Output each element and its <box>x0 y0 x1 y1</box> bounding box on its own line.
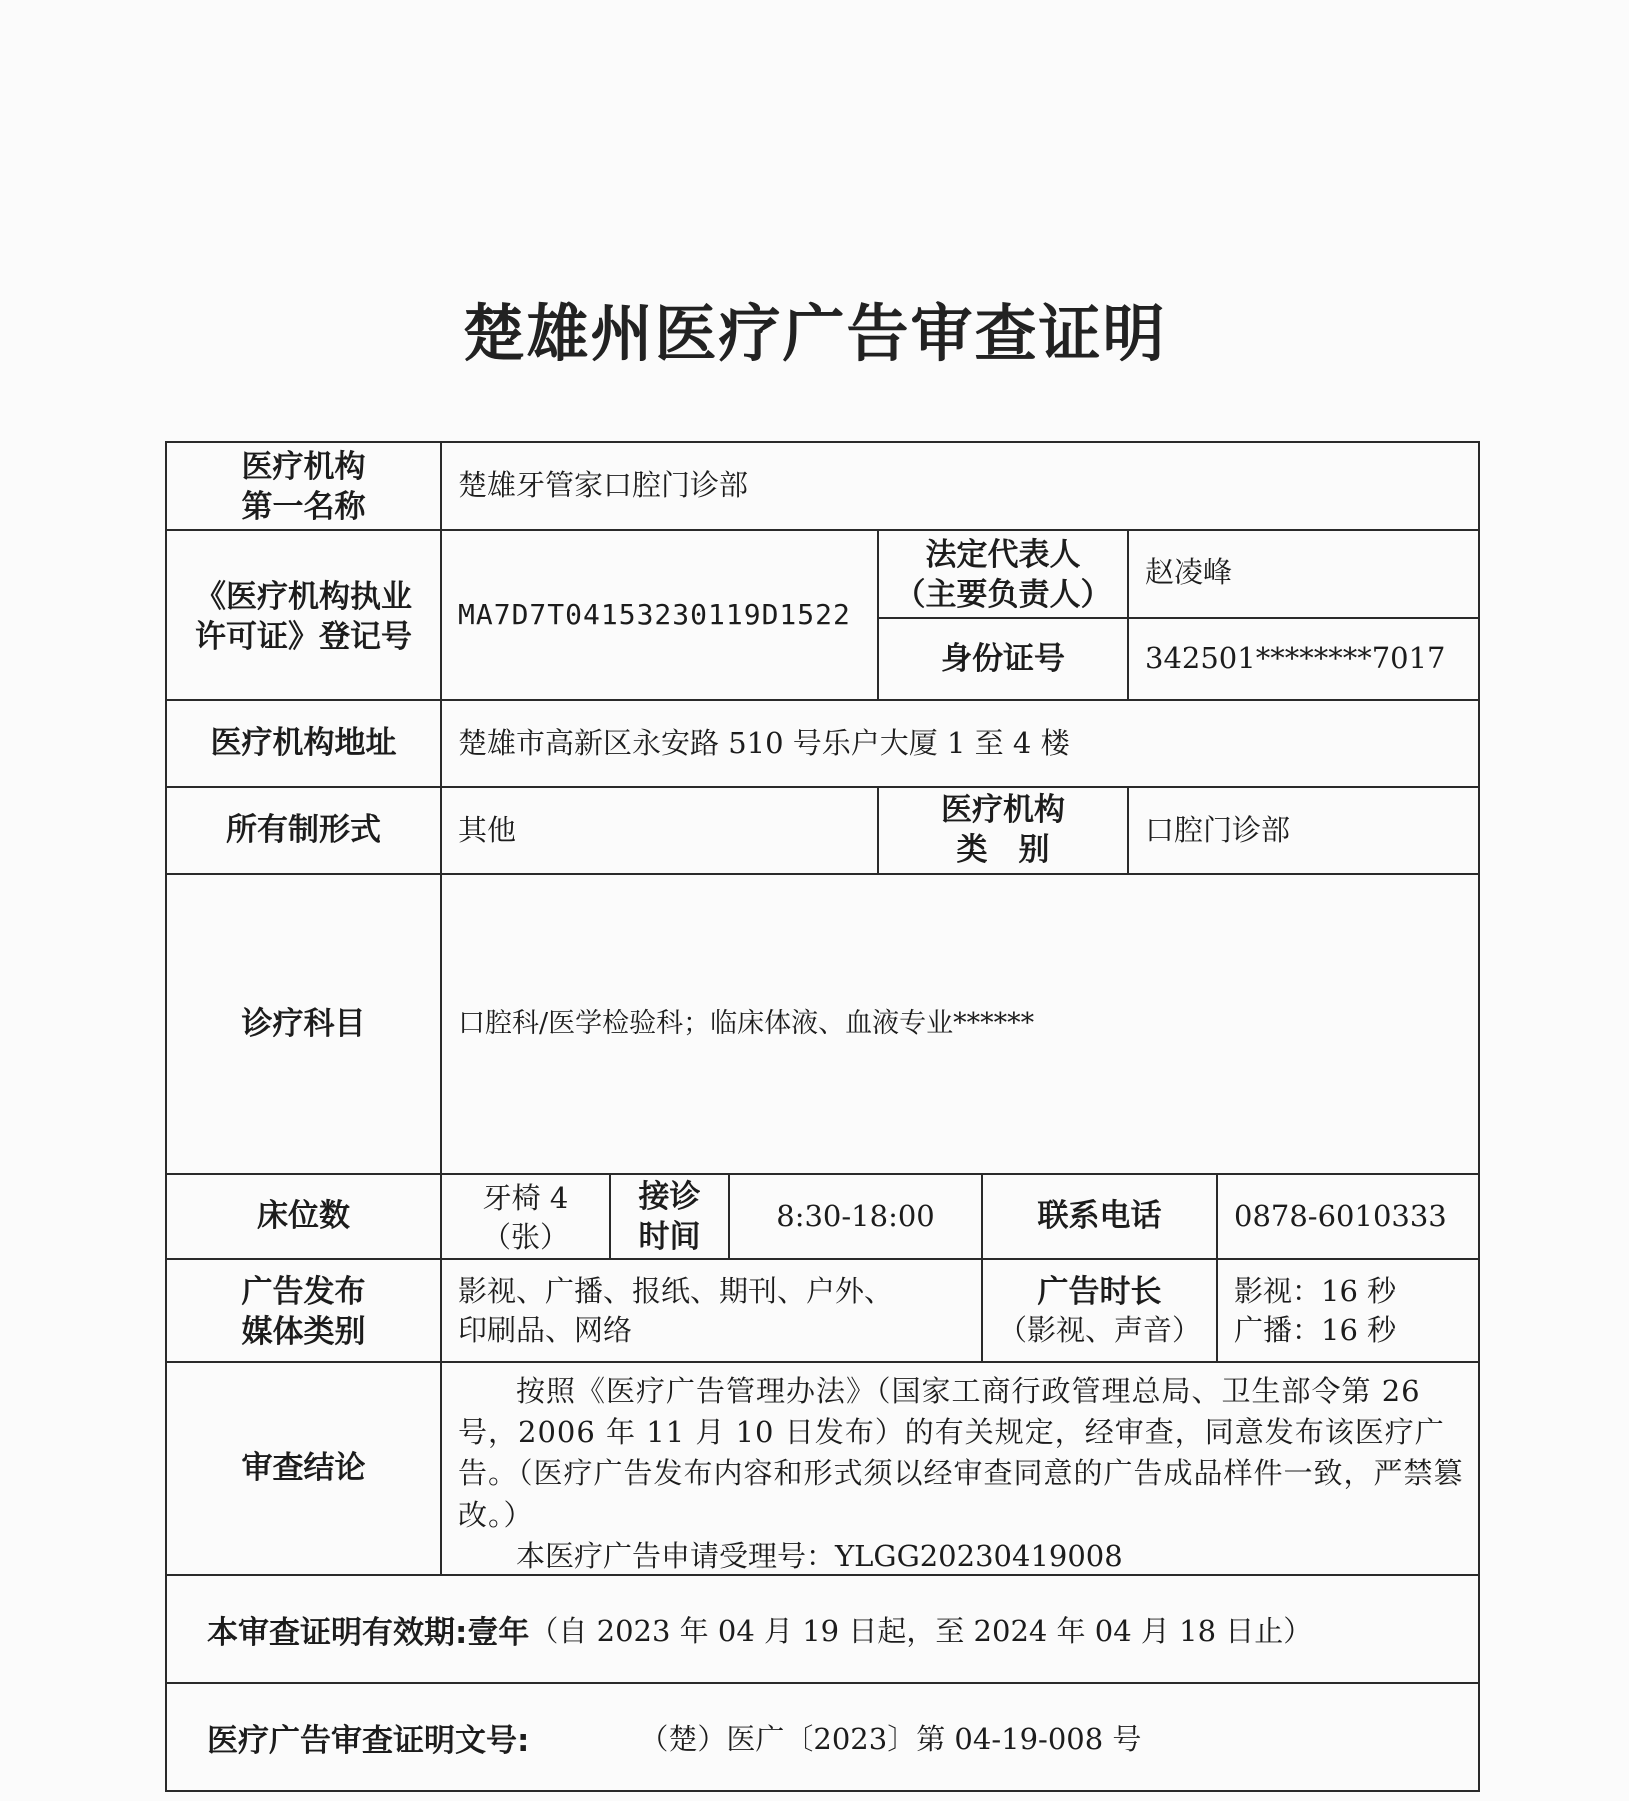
conclusion-value <box>440 1361 1480 1576</box>
document-title: 楚雄州医疗广告审查证明 <box>462 297 1167 370</box>
validity-label: 本审查证明有效期:壹年 <box>207 1614 530 1651</box>
category-value: 口腔门诊部 <box>1127 786 1480 875</box>
beds-label: 床位数 <box>165 1173 442 1260</box>
conclusion-label: 审查结论 <box>165 1361 442 1576</box>
duration-label: 广告时长 （影视、声音） <box>981 1258 1218 1363</box>
media-label: 广告发布 媒体类别 <box>165 1258 442 1363</box>
hours-label: 接诊 时间 <box>609 1173 730 1260</box>
doc-number-row <box>165 1682 1480 1792</box>
license-number-value: MA7D7T04153230119D1522 <box>440 529 879 701</box>
address-label: 医疗机构地址 <box>165 699 442 788</box>
category-label: 医疗机构 类 别 <box>877 786 1129 875</box>
id-number-value: 342501********7017 <box>1127 617 1480 701</box>
institution-name-value: 楚雄牙管家口腔门诊部 <box>440 441 1480 531</box>
conclusion-text: 按照《医疗广告管理办法》（国家工商行政管理总局、卫生部令第 26 号，2006 年 11 月 10 日发布）的有关规定，经审查，同意发布该医疗广告。（医疗广告发布内容和形式须以经审查同意的广告成品样件一致，严禁篡改。） <box>458 1374 1464 1532</box>
validity-value: （自 2023 年 04 月 19 日起，至 2024 年 04 月 18 日止） <box>529 1613 1313 1648</box>
id-number-label: 身份证号 <box>877 617 1129 701</box>
departments-label: 诊疗科目 <box>165 873 442 1175</box>
beds-value: 牙椅 4 （张） <box>440 1173 611 1260</box>
doc-number-value: （楚）医广〔2023〕第 04-19-008 号 <box>639 1721 1142 1756</box>
ownership-value: 其他 <box>440 786 879 875</box>
doc-number-label: 医疗广告审查证明文号: <box>207 1722 530 1759</box>
phone-label: 联系电话 <box>981 1173 1218 1260</box>
departments-value: 口腔科/医学检验科；临床体液、血液专业****** <box>440 873 1480 1175</box>
address-value: 楚雄市高新区永安路 510 号乐户大厦 1 至 4 楼 <box>440 699 1480 788</box>
media-value: 影视、广播、报纸、期刊、户外、 印刷品、网络 <box>440 1258 983 1363</box>
institution-name-label: 医疗机构 第一名称 <box>165 441 442 531</box>
license-label: 《医疗机构执业 许可证》登记号 <box>165 529 442 701</box>
ownership-label: 所有制形式 <box>165 786 442 875</box>
legal-rep-value: 赵凌峰 <box>1127 529 1480 619</box>
hours-value: 8:30-18:00 <box>728 1173 983 1260</box>
validity-row <box>165 1574 1480 1684</box>
legal-rep-label: 法定代表人 （主要负责人） <box>877 529 1129 619</box>
acceptance-number: 本医疗广告申请受理号：YLGG20230419008 <box>516 1538 1123 1573</box>
duration-value: 影视：16 秒 广播：16 秒 <box>1216 1258 1480 1363</box>
phone-value: 0878-6010333 <box>1216 1173 1480 1260</box>
